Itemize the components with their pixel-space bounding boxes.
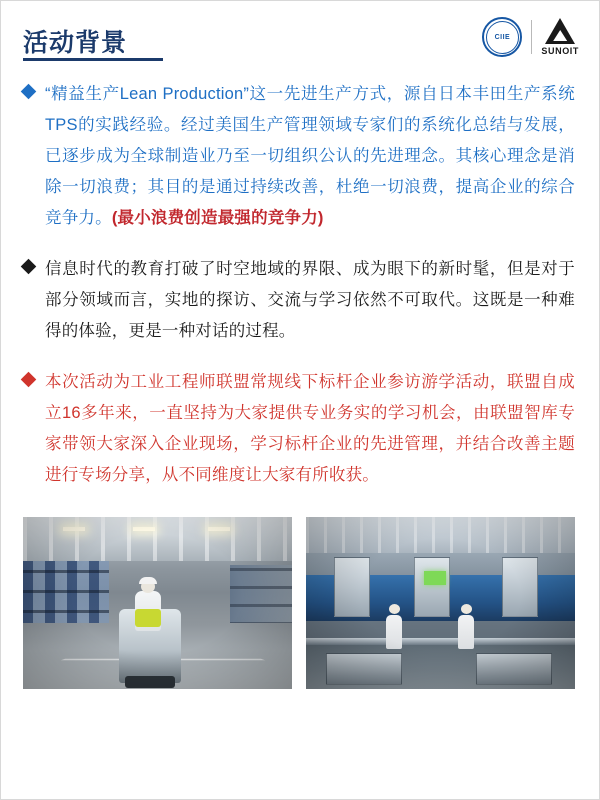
- paragraph: [45, 79, 575, 234]
- paragraph-text: 信息时代的教育打破了时空地域的界限、成为眼下的新时髦，但是对于部分领域而言，实地的探访、交流与学习依然不可取代。这既是一种难得的体验，更是一种对话的过程。: [45, 260, 575, 340]
- paragraph-text: “精益生产Lean Production”这一先进生产方式，源自日本丰田生产系统TPS的实践经验。经过美国生产管理领域专家们的系统化总结与发展，已逐步成为全球制造业乃至一切组织公认的先进理念。其核心理念是消除一切浪费；其目的是通过持续改善，杜绝一切浪费，提高企业的综合竞争力。: [45, 85, 575, 227]
- factory-floor-photo: [23, 517, 292, 689]
- logo-divider: [531, 20, 532, 54]
- bullet-item: [23, 254, 575, 347]
- paragraph: [45, 254, 575, 347]
- sunoit-wordmark: SUNOIT: [541, 46, 579, 56]
- bullet-item: [23, 79, 575, 234]
- page-title: 活动背景: [23, 29, 128, 57]
- logo-group: [482, 17, 579, 57]
- diamond-bullet-icon: [21, 372, 37, 388]
- bullet-item: [23, 367, 575, 491]
- diamond-bullet-icon: [21, 259, 37, 275]
- photo-vignette: [23, 517, 292, 689]
- ciie-logo-icon: [482, 17, 522, 57]
- diamond-bullet-icon: [21, 84, 37, 100]
- slide-header: [1, 1, 599, 73]
- ciie-logo-text: CIIE: [486, 21, 519, 54]
- assembly-line-photo: [306, 517, 575, 689]
- sunoit-logo: [541, 18, 579, 56]
- photo-vignette: [306, 517, 575, 689]
- content-body: [1, 73, 599, 491]
- paragraph: [45, 367, 575, 491]
- paragraph-highlight: (最小浪费创造最强的竞争力): [111, 209, 324, 227]
- paragraph-text: 本次活动为工业工程师联盟常规线下标杆企业参访游学活动，联盟自成立16多年来，一直坚持为大家提供专业务实的学习机会，由联盟智库专家带领大家深入企业现场，学习标杆企业的先进管理，并结合改善主题进行专场分享，从不同维度让大家有所收获。: [45, 373, 575, 484]
- photo-row: [1, 511, 599, 689]
- title-underline: [23, 58, 163, 61]
- sunoit-mark-icon: [545, 18, 575, 44]
